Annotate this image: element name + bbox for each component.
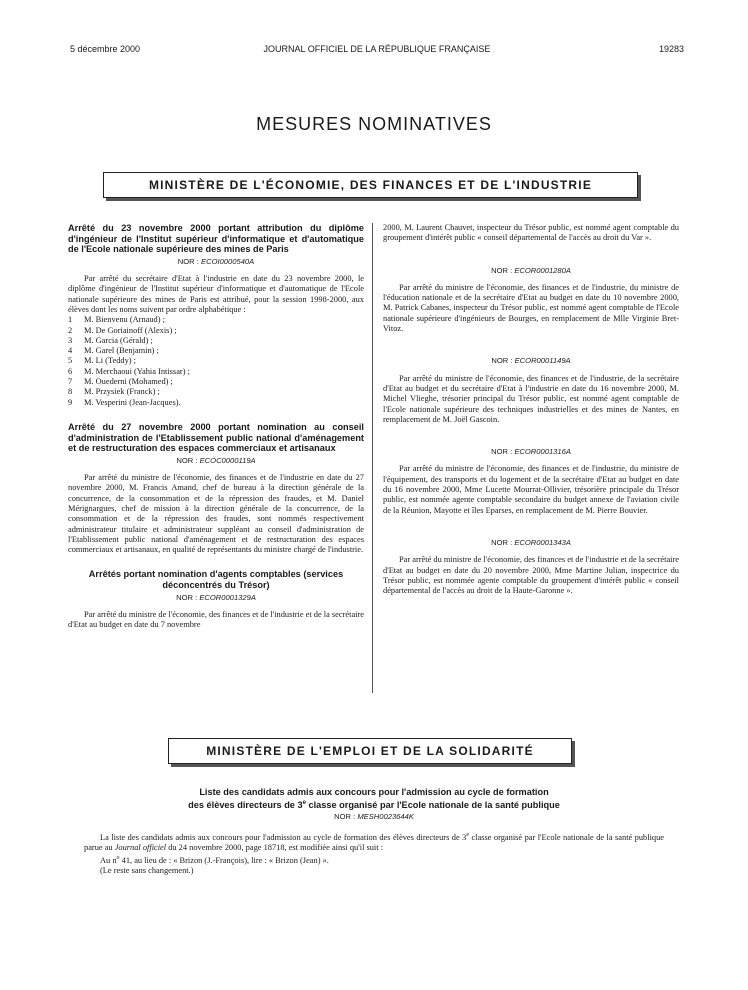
right-column	[383, 223, 679, 596]
candidates-list-notice	[84, 787, 664, 876]
arrete-r4-nor: NOR : ECOR0001343A	[491, 537, 571, 547]
ministry-economy-heading: MINISTÈRE DE L'ÉCONOMIE, DES FINANCES ET DE L'INDUSTRIE	[103, 172, 638, 198]
header-journal-title: JOURNAL OFFICIEL DE LA RÉPUBLIQUE FRANÇAISE	[263, 44, 491, 54]
header-date: 5 décembre 2000	[70, 44, 141, 54]
arrete-3-nor: NOR : ECOR0001329A	[176, 592, 256, 602]
arrete-1-nor: NOR : ECOI0000540A	[177, 256, 255, 266]
arrete-1-title: Arrêté du 23 novembre 2000 portant attribution du diplôme d'ingénieur de l'Institut supérieur d'informatique et d'automatique de l'Ecole nationale supérieure des mines de Paris	[68, 223, 364, 255]
list-item: 9 M. Vesperini (Jean-Jacques).	[68, 397, 181, 407]
notice-nor: NOR : MESH0023644K	[334, 812, 414, 822]
list-item: 1 M. Bienvenu (Arnaud) ;	[68, 315, 165, 325]
arrete-r1-nor: NOR : ECOR0001280A	[491, 265, 571, 275]
notice-title-line-1: Liste des candidats admis aux concours pour l'admission au cycle de formation	[199, 787, 549, 797]
list-item: 4 M. Garel (Benjamin) ;	[68, 346, 159, 356]
notice-paragraph-3: (Le reste sans changement.)	[100, 866, 194, 876]
column-divider	[372, 223, 373, 693]
list-item: 2 M. De Goriainoff (Alexis) ;	[68, 325, 177, 335]
page-header	[70, 44, 684, 56]
list-item: 7 M. Ouederni (Mohamed) ;	[68, 377, 173, 387]
graduates-list	[68, 315, 364, 408]
arrete-2-nor: NOR : ECOC0000119A	[176, 455, 256, 465]
list-item: 3 M. Garcia (Gérald) ;	[68, 335, 153, 345]
notice-paragraph-1: La liste des candidats admis aux concours pour l'admission au cycle de formation des élèves directeurs de 3e classe organisé par l'Ecole nationale de la santé publique parue au Journal officiel du 24 novembre 2000, page 18718, est modifiée ainsi qu'il suit :	[84, 831, 664, 852]
arrete-r3-nor: NOR : ECOR0001316A	[491, 447, 571, 457]
arrete-r1-text: Par arrêté du ministre de l'économie, des finances et de l'industrie, du ministre de l'éducation nationale et de la secrétaire d'Etat au budget en date du 10 novembre 2000, M. Patrick Cabanes, inspecteur du Trésor public, est nommé agent comptable de l'Ecole nationale supérieure d'ingénieurs de Bourges, en remplacement de Mlle Virginie Bret-Vitoz.	[383, 282, 679, 334]
left-column	[68, 223, 364, 630]
arrete-r4-text: Par arrêté du ministre de l'économie, des finances et de l'industrie et de la secrétaire d'Etat au budget en date du 20 novembre 2000, Mme Martine Julian, inspectrice du Trésor public, est nommée agente comptable du groupement d'intérêt public « conseil départemental de l'accès au droit de la Haute-Garonne ».	[383, 555, 679, 596]
arrete-r3-text: Par arrêté du ministre de l'économie, des finances et de l'industrie, du ministre de l'équipement, des transports et du logement et de la secrétaire d'Etat au budget en date du 16 novembre 2000, Mme Lucette Mourrat-Ollivier, trésorière principale du Trésor public, est nommée agente comptable secondaire du budget annexe de l'aviation civile de la Réunion, Mayotte et îles Eparses, en remplacement de M. Pierre Bouvier.	[383, 464, 679, 515]
arrete-r2-nor: NOR : ECOR0001149A	[491, 356, 571, 366]
arrete-3-title: Arrêtés portant nomination d'agents comptables (services déconcentrés du Trésor)	[88, 569, 344, 590]
arrete-2-text: Par arrêté du ministre de l'économie, des finances et de l'industrie en date du 27 novembre 2000, M. Francis Amand, chef de bureau à la direction générale de la concurrence, de la consommation et de la répression des fraudes, et M. Daniel Mérignargues, chef de mission à la direction générale de la concurrence, de la consommation et de la répression des fraudes, sont nommés respectivement administrateur titulaire et administrateur suppléant au conseil d'administration de l'Etablissement public national d'aménagement et de restructuration des espaces commerciaux et artisanaux, en qualité de représentants du ministre chargé de l'industrie.	[68, 473, 364, 555]
list-item: 5 M. Li (Teddy) ;	[68, 356, 136, 366]
arrete-2-title: Arrêté du 27 novembre 2000 portant nomination au conseil d'administration de l'Etablissement public national d'aménagement et de restructuration des espaces commerciaux et artisanaux	[68, 421, 364, 454]
arrete-continuation-text: 2000, M. Laurent Chauvet, inspecteur du Trésor public, est nommé agent comptable du groupement d'intérêt public « conseil départemental de l'accès au droit du Var ».	[383, 223, 679, 243]
header-page-number: 19283	[658, 44, 684, 54]
notice-paragraph-2: Au $n^o$ 41, au lieu de : « Brizon (J.-François), lire : « Brizon (Jean) ».	[100, 854, 329, 865]
ministry-employment-heading: MINISTÈRE DE L'EMPLOI ET DE LA SOLIDARITÉ	[168, 738, 572, 764]
list-item: 6 M. Merchaoui (Yahia Intissar) ;	[68, 366, 190, 376]
arrete-1-text: Par arrêté du secrétaire d'Etat à l'industrie en date du 23 novembre 2000, le diplôme d'ingénieur de l'Institut supérieur d'informatique et d'automatique de l'Ecole nationale supérieure des mines de Paris est attribué, pour la session 1998-2000, aux élèves dont les noms suivent par ordre alphabétique :	[68, 274, 364, 314]
notice-title-line-2: des élèves directeurs de 3e classe organisé par l'Ecole nationale de la santé publique	[188, 799, 560, 810]
arrete-3-text: Par arrêté du ministre de l'économie, des finances et de l'industrie et de la secrétaire d'Etat au budget en date du 7 novembre	[68, 609, 364, 630]
section-title: MESURES NOMINATIVES	[256, 114, 492, 134]
list-item: 8 M. Przysiek (Franck) ;	[68, 387, 160, 397]
arrete-r2-text: Par arrêté du ministre de l'économie, des finances et de l'industrie, de la secrétaire d'Etat au budget et du secrétaire d'Etat à l'industrie en date du 16 novembre 2000, M. Michel Vlieghe, trésorier principal du Trésor public, est nommé agent comptable de l'Ecole nationale supérieure des techniques industrielles et des mines de Nantes, en remplacement de M. Joël Gascoin.	[383, 373, 679, 424]
